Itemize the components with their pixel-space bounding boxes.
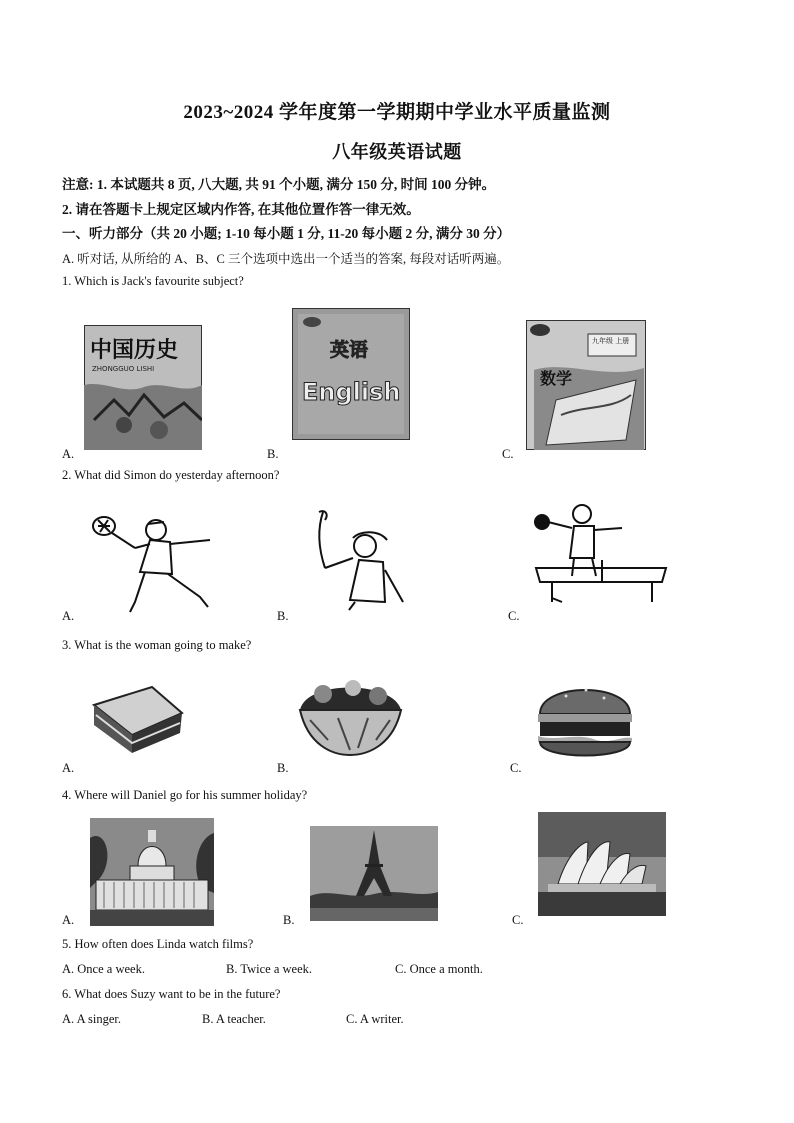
question-4: 4. Where will Daniel go for his summer holiday? [62, 788, 308, 802]
q2-option-a: A. [62, 609, 75, 623]
svg-text:中国历史: 中国历史 [90, 337, 179, 363]
q6-option-a: A. A singer. [62, 1012, 122, 1026]
question-3: 3. What is the woman going to make? [62, 638, 252, 652]
q2-option-b: B. [277, 609, 289, 623]
question-1: 1. Which is Jack's favourite subject? [62, 274, 244, 288]
q5-option-c: C. Once a month. [395, 962, 483, 976]
table-tennis-player-image [532, 500, 670, 606]
section-heading: 一、听力部分（共 20 小题; 1-10 每小题 1 分, 11-20 每小题 2 分, 满分 30 分） [62, 226, 511, 241]
q1-option-c: C. [502, 447, 514, 461]
q3-option-c: C. [510, 761, 522, 775]
baseball-player-image [305, 510, 410, 612]
page-subtitle: 八年级英语试题 [332, 142, 462, 162]
eiffel-tower-image [310, 826, 438, 921]
question-6: 6. What does Suzy want to be in the future? [62, 987, 281, 1001]
sydney-opera-house-image [538, 812, 666, 916]
q2-option-c: C. [508, 609, 520, 623]
q5-option-a: A. Once a week. [62, 962, 145, 976]
q3-option-a: A. [62, 761, 75, 775]
section-instruction: A. 听对话, 从所给的 A、B、C 三个选项中选出一个适当的答案, 每段对话听两遍。 [62, 252, 510, 266]
q4-option-b: B. [283, 913, 295, 927]
sandwich-image [92, 683, 184, 755]
q4-option-c: C. [512, 913, 524, 927]
q1-option-b: B. [267, 447, 279, 461]
badminton-player-image [90, 512, 220, 617]
question-5: 5. How often does Linda watch films? [62, 937, 254, 951]
svg-text:英语: 英语 [330, 339, 369, 361]
hamburger-image [536, 678, 634, 766]
q3-option-b: B. [277, 761, 289, 775]
note-line-2: 2. 请在答题卡上规定区域内作答, 在其他位置作答一律无效。 [62, 202, 420, 217]
svg-text:数学: 数学 [540, 369, 573, 388]
svg-text:九年级 上册: 九年级 上册 [592, 337, 630, 345]
q1-option-a: A. [62, 447, 75, 461]
salad-image [298, 670, 403, 760]
svg-text:ZHONGGUO LISHI: ZHONGGUO LISHI [92, 365, 155, 373]
q6-option-b: B. A teacher. [202, 1012, 266, 1026]
q4-option-a: A. [62, 913, 75, 927]
q6-option-c: C. A writer. [346, 1012, 404, 1026]
english-textbook-image [292, 308, 410, 440]
note-line-1: 注意: 1. 本试题共 8 页, 八大题, 共 91 个小题, 满分 150 分, 时间 100 分钟。 [62, 177, 496, 192]
svg-text:English: English [302, 378, 401, 406]
q5-option-b: B. Twice a week. [226, 962, 313, 976]
math-textbook-image [526, 320, 646, 450]
capitol-building-image [90, 818, 214, 926]
history-textbook-image [84, 325, 202, 450]
question-2: 2. What did Simon do yesterday afternoon? [62, 468, 280, 482]
page-title: 2023~2024 学年度第一学期期中学业水平质量监测 [183, 102, 611, 123]
